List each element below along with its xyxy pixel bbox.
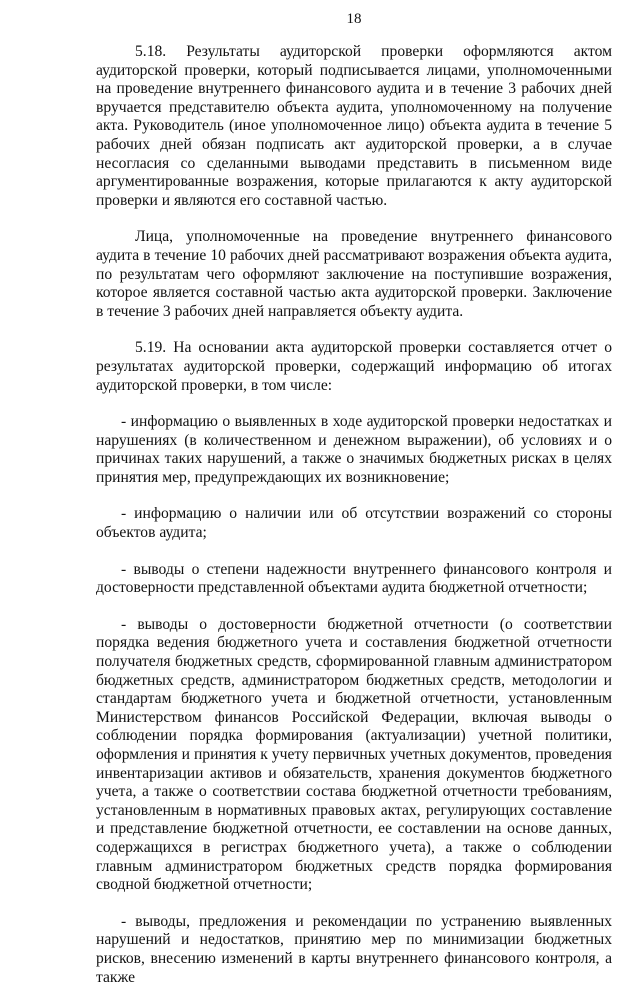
page-number: 18 [346, 11, 362, 27]
paragraph-objections-review: Лица, уполномоченные на проведение внутреннего финансового аудита в течение 10 рабочих дней рассматривают возражения объекта аудита, по результатам чего оформляют заключение на поступившие возражения, которое является составной частью акта аудиторской проверки. Заключение в течение 3 рабочих дней направляется объекту аудита. [96, 228, 612, 320]
paragraph-5-19: 5.19. На основании акта аудиторской проверки составляется отчет о результатах аудиторской проверки, содержащий информацию об итогах аудиторской проверки, в том числе: [96, 339, 612, 394]
paragraph-5-18: 5.18. Результаты аудиторской проверки оформляются актом аудиторской проверки, который подписывается лицами, уполномоченными на проведение внутреннего финансового аудита и в течение 3 рабочих дней вручается представителю объекта аудита, уполномоченному на получение акта. Руководитель (иное уполномоченное лицо) объекта аудита в течение 5 рабочих дней обязан подписать акт аудиторской проверки, а в случае несогласия со сделанными выводами представить в письменном виде аргументированные возражения, которые прилагаются к акту аудиторской проверки и являются его составной частью. [96, 43, 612, 209]
list-item-reporting-accuracy: - выводы о достоверности бюджетной отчетности (о соответствии порядка ведения бюджетного учета и составления бюджетной отчетности получателя бюджетных средств, сформированной главным администратором бюджетных средств, администратором бюджетных средств, методологии и стандартам бюджетного учета и бюджетной отчетности, установленным Министерством финансов Российской Федерации, включая выводы о соблюдении порядка формирования (актуализации) учетной политики, оформления и принятия к учету первичных учетных документов, проведения инвентаризации активов и обязательств, хранения документов бюджетного учета, а также о соответствии состава бюджетной отчетности требованиям, установленным в нормативных правовых актах, регулирующих составление и представление бюджетной отчетности, ее составлении на основе данных, содержащихся в регистрах бюджетного учета), а также о соблюдении главным администратором бюджетных средств порядка формирования сводной бюджетной отчетности; [96, 615, 612, 894]
list-item-violations-info: - информацию о выявленных в ходе аудиторской проверки недостатках и нарушениях (в количественном и денежном выражении), об условиях и о причинах таких нарушений, а также о значимых бюджетных рисках в целях принятия мер, предупреждающих их возникновение; [96, 413, 612, 486]
list-item-recommendations: - выводы, предложения и рекомендации по устранению выявленных нарушений и недостатков, принятию мер по минимизации бюджетных рисков, внесению изменений в карты внутреннего финансового контроля, а также [96, 912, 612, 986]
document-page [96, 0, 612, 986]
list-item-objections-info: - информацию о наличии или об отсутствии возражений со стороны объектов аудита; [96, 505, 612, 542]
list-item-control-reliability: - выводы о степени надежности внутреннего финансового контроля и достоверности представленной объектами аудита бюджетной отчетности; [96, 560, 612, 597]
document-body [96, 43, 612, 1005]
